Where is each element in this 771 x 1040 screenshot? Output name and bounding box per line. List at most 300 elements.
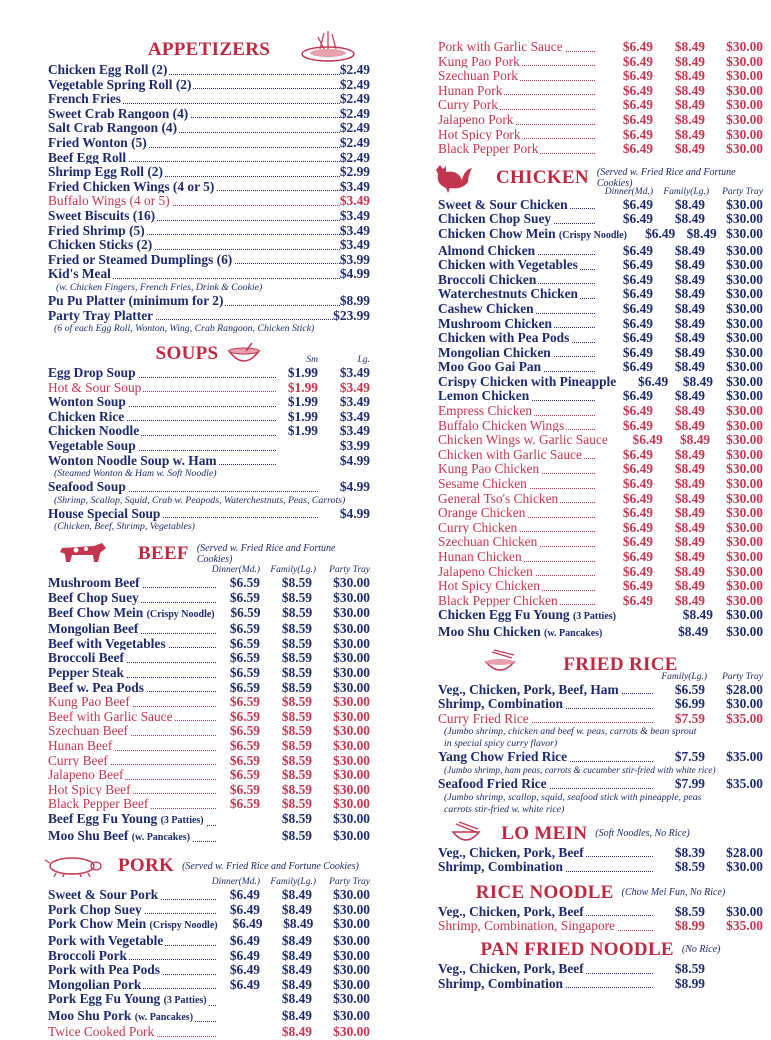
item-name: Vegetable Spring Roll (2) (48, 76, 192, 92)
item-price-party: $30.00 (333, 947, 370, 963)
item-name: House Special Soup (48, 505, 161, 521)
item-price-family: $8.49 (674, 53, 705, 69)
pork-header-dinner: Dinner(Md.) (211, 877, 260, 888)
item-price-small: $1.99 (287, 379, 318, 395)
menu-item (48, 366, 370, 381)
item-price: $3.49 (339, 178, 370, 194)
item-detail: (w. Pancakes) (131, 831, 191, 843)
item-name: Veg., Chicken, Pork, Beef (438, 844, 584, 860)
menu-item (48, 651, 370, 666)
item-name: Hot Spicy Chicken (438, 578, 540, 594)
chicken-header-dinner: Dinner(Md.) (604, 186, 653, 197)
item-price-party: $30.00 (333, 575, 370, 591)
menu-item (438, 433, 763, 448)
item-price-dinner: $6.49 (229, 947, 260, 963)
pan-fried-noodle-note: (No Rice) (681, 944, 721, 956)
house-soup-note: (Chicken, Beef, Shrimp, Vegetables) (54, 521, 195, 533)
item-price-family: $8.99 (674, 918, 705, 934)
item-name: Orange Chicken (438, 505, 526, 521)
item-price-party: $30.00 (333, 635, 370, 651)
party-tray-note: (6 of each Egg Roll, Wonton, Wing, Crab Rangoon, Chicken Stick) (54, 323, 315, 335)
menu-item (48, 424, 370, 439)
item-name: Szechuan Beef (48, 723, 128, 739)
item-name: Twice Cooked Pork (48, 1024, 155, 1040)
item-price-party: $30.00 (726, 271, 763, 287)
item-name: General Tso's Chicken (438, 490, 559, 506)
item-price-dinner: $6.59 (229, 650, 260, 666)
item-price-family: $8.39 (674, 844, 705, 860)
item-price-family: $8.49 (281, 887, 312, 903)
item-price-family: $8.99 (674, 975, 705, 991)
item-price-large: $3.49 (339, 423, 370, 439)
menu-item (48, 309, 370, 324)
item-name: Hot Spicy Pork (438, 126, 521, 142)
item-price-dinner: $6.59 (229, 679, 260, 695)
pork-list (48, 888, 370, 1040)
item-name: Curry Beef (48, 752, 108, 768)
item-name: Curry Fried Rice (438, 710, 529, 726)
beef-header-party: Party Tray (329, 565, 370, 576)
right-column (438, 0, 763, 991)
menu-item (48, 739, 370, 754)
item-price-small: $1.99 (287, 423, 318, 439)
item-price-party: $30.00 (333, 781, 370, 797)
item-name: Fried Chicken Wings (4 or 5) (48, 178, 215, 194)
menu-item (48, 136, 370, 151)
item-name: Broccoli Chicken (438, 271, 537, 287)
item-name: Buffalo Wings (4 or 5) (48, 193, 170, 209)
item-price: $3.49 (339, 193, 370, 209)
item-price: $4.99 (339, 505, 370, 521)
item-name: Shrimp, Combination (438, 859, 564, 875)
item-price-party: $30.00 (333, 1007, 370, 1023)
beef-header-family: Family(Lg.) (270, 565, 316, 576)
item-price-party: $30.00 (333, 962, 370, 978)
pork-header-party: Party Tray (329, 877, 370, 888)
item-price-family: $8.59 (281, 708, 312, 724)
item-price-party: $30.00 (726, 563, 763, 579)
item-name: Moo Shu Beef (w. Pancakes) (48, 827, 191, 843)
menu-item (48, 224, 370, 239)
beef-header-dinner: Dinner(Md.) (211, 565, 260, 576)
item-price-family: $8.49 (674, 446, 705, 462)
item-name: Kung Pao Chicken (438, 461, 540, 477)
item-name: Moo Shu Chicken (w. Pancakes) (438, 623, 603, 639)
item-price-dinner: $6.49 (622, 563, 653, 579)
item-price-family: $8.49 (674, 141, 705, 157)
item-price-dinner: $6.49 (622, 53, 653, 69)
pan-fried-noodle-list (438, 962, 763, 991)
item-name: Chicken Rice (48, 408, 125, 424)
menu-item (438, 608, 763, 625)
menu-item (48, 151, 370, 166)
item-name: Broccoli Beef (48, 650, 124, 666)
item-price-family: $7.59 (674, 749, 705, 765)
item-price-party: $30.00 (333, 694, 370, 710)
item-price-dinner: $6.59 (229, 635, 260, 651)
item-name: Sweet & Sour Chicken (438, 196, 568, 212)
item-price-large: $3.49 (339, 408, 370, 424)
item-detail: (w. Pancakes) (134, 1011, 194, 1023)
item-price-family: $8.49 (674, 417, 705, 433)
item-price-party: $30.00 (726, 461, 763, 477)
item-name: Fried or Steamed Dumplings (6) (48, 251, 233, 267)
chicken-header (438, 163, 763, 193)
item-name: Sweet Biscuits (16) (48, 207, 156, 223)
item-price-party: $28.00 (726, 681, 763, 697)
item-price-family: $8.49 (281, 1007, 312, 1023)
item-price-party: $30.00 (726, 592, 763, 608)
menu-item (438, 227, 763, 244)
item-price: $2.49 (339, 91, 370, 107)
item-price: $4.99 (339, 266, 370, 282)
chicken-header-family: Family(Lg.) (663, 186, 709, 197)
item-price-dinner: $6.49 (622, 97, 653, 113)
item-name: Beef with Vegetables (48, 635, 166, 651)
lo-mein-note: (Soft Noodles, No Rice) (595, 828, 690, 840)
menu-item (438, 55, 763, 70)
pan-fried-noodle-header (438, 938, 763, 962)
menu-item (438, 128, 763, 143)
item-price-family: $6.59 (674, 681, 705, 697)
menu-item (48, 992, 370, 1009)
item-name: Veg., Chicken, Pork, Beef (438, 960, 584, 976)
item-name: Black Pepper Beef (48, 796, 149, 812)
item-price-party: $30.00 (726, 505, 763, 521)
item-price-dinner: $6.49 (622, 257, 653, 273)
menu-item (48, 768, 370, 783)
item-price-family: $8.59 (281, 635, 312, 651)
lo-mein-title: LO MEIN (501, 822, 588, 844)
item-price-family: $8.49 (678, 623, 709, 639)
soups-list (48, 366, 370, 468)
item-name: Hot & Sour Soup (48, 379, 142, 395)
appetizers-header (48, 37, 370, 63)
item-name: Salt Crab Rangoon (4) (48, 120, 178, 136)
menu-item (48, 238, 370, 253)
item-price-family: $8.49 (682, 607, 713, 623)
item-price-family: $8.59 (281, 723, 312, 739)
item-price-family: $8.59 (281, 650, 312, 666)
item-price-family: $8.49 (674, 490, 705, 506)
item-name: Szechuan Chicken (438, 534, 538, 550)
item-price-small: $1.99 (287, 365, 318, 381)
item-price-party: $30.00 (726, 286, 763, 302)
item-price-family: $8.49 (674, 257, 705, 273)
item-price-large: $3.99 (339, 438, 370, 454)
item-name: Hunan Beef (48, 737, 113, 753)
item-price-dinner: $6.59 (229, 665, 260, 680)
pig-icon (42, 854, 104, 878)
menu-item (438, 919, 763, 934)
item-price-party: $30.00 (726, 257, 763, 273)
item-price-party: $30.00 (726, 225, 763, 241)
menu-item (48, 92, 370, 107)
menu-item (48, 1009, 370, 1026)
item-name: Curry Chicken (438, 519, 518, 535)
item-price-dinner: $6.49 (622, 330, 653, 346)
item-price-party: $30.00 (726, 534, 763, 550)
item-price: $3.49 (339, 207, 370, 223)
item-name: Chicken Chow Mein (Crispy Noodle) (438, 225, 627, 241)
item-detail: (Crispy Noodle) (149, 920, 218, 932)
item-name: Chicken Sticks (2) (48, 237, 153, 253)
item-price-family: $8.49 (674, 461, 705, 477)
item-price-small: $1.99 (287, 408, 318, 424)
item-price-family: $8.49 (674, 196, 705, 212)
item-price-party: $30.00 (333, 991, 370, 1007)
item-name: Black Pepper Chicken (438, 592, 558, 608)
item-price-party: $30.00 (726, 446, 763, 462)
curry-fried-rice-note-2: in special spicy curry flavor) (444, 738, 558, 750)
item-price-party: $30.00 (726, 859, 763, 875)
item-price-dinner: $6.59 (229, 737, 260, 753)
item-price-dinner: $6.49 (622, 141, 653, 157)
menu-item (438, 712, 763, 727)
item-name: Seafood Soup (48, 479, 126, 495)
menu-item (48, 194, 370, 209)
item-price-family: $8.49 (686, 225, 717, 241)
item-name: Fried Wonton (5) (48, 134, 147, 150)
item-name: Sesame Chicken (438, 476, 527, 492)
appetizer-platter-icon (298, 29, 358, 63)
item-price: $2.99 (339, 164, 370, 180)
item-price-dinner: $6.49 (622, 196, 653, 212)
item-price: $2.49 (339, 62, 370, 77)
item-price-family: $8.49 (674, 286, 705, 302)
item-price-small: $1.99 (287, 394, 318, 410)
item-price-dinner: $6.49 (632, 432, 663, 448)
item-name: Wonton Noodle Soup w. Ham (48, 452, 217, 468)
item-price-family: $8.49 (679, 432, 711, 448)
item-price: $2.49 (339, 120, 370, 136)
item-price-family: $8.49 (674, 300, 705, 316)
menu-item (48, 934, 370, 949)
item-name: Buffalo Chicken Wings (438, 417, 565, 433)
curry-fried-rice-note: (Jumbo shrimp, chicken and beef w. peas, carrots & bean sprout (444, 726, 697, 738)
item-price-party: $35.00 (726, 918, 763, 934)
menu-item (48, 1025, 370, 1040)
item-name: Egg Drop Soup (48, 365, 136, 381)
item-name: Moo Shu Pork (w. Pancakes) (48, 1007, 194, 1023)
menu-item (438, 113, 763, 128)
item-price-party: $30.00 (726, 359, 763, 375)
item-name: Moo Goo Gai Pan (438, 359, 542, 375)
item-price-family: $8.59 (281, 621, 312, 637)
appetizers-title: APPETIZERS (147, 39, 271, 60)
item-detail: (w. Pancakes) (544, 627, 603, 639)
item-price-party: $30.00 (726, 417, 763, 433)
item-price-party: $30.00 (333, 916, 370, 932)
item-price-family: $8.59 (674, 903, 705, 919)
item-price-party: $30.00 (726, 344, 763, 360)
menu-item (48, 797, 370, 812)
fried-rice-list (438, 683, 763, 727)
menu-item (438, 846, 763, 861)
item-name: Kung Pao Pork (438, 53, 520, 69)
menu-item (438, 404, 763, 419)
item-price-dinner: $6.59 (229, 708, 260, 724)
item-name: Szechuan Pork (438, 68, 518, 84)
item-name: Chicken Egg Fu Young (3 Patties) (438, 607, 616, 623)
item-price-party: $30.00 (333, 737, 370, 753)
item-price-party: $28.00 (726, 844, 763, 860)
item-price: $2.49 (339, 76, 370, 92)
item-price-family: $8.49 (281, 1024, 312, 1040)
item-price-family: $8.49 (674, 39, 705, 54)
item-price-party: $30.00 (726, 549, 763, 564)
item-price-party: $30.00 (333, 827, 370, 843)
item-price-dinner: $6.49 (622, 126, 653, 142)
item-name: Hunan Pork (438, 82, 503, 98)
item-price-dinner: $6.49 (622, 315, 653, 331)
menu-item (48, 267, 370, 282)
item-price-dinner: $6.59 (229, 590, 260, 606)
item-name: Vegetable Soup (48, 438, 136, 454)
item-name: Beef w. Pea Pods (48, 679, 144, 695)
item-price: $3.49 (339, 222, 370, 238)
menu-item (48, 917, 370, 934)
item-price-dinner: $6.49 (622, 271, 653, 287)
item-price-party: $30.00 (333, 665, 370, 680)
item-price-dinner: $6.49 (622, 300, 653, 316)
seafood-fried-rice-note-2: carrots stir-fried w. white rice) (444, 803, 565, 815)
item-price-party: $35.00 (726, 749, 763, 765)
item-price-dinner: $6.59 (229, 796, 260, 812)
item-price-dinner: $6.49 (622, 39, 653, 54)
menu-item (438, 477, 763, 492)
item-price-family: $8.59 (281, 665, 312, 680)
menu-item (438, 625, 763, 642)
item-name: Shrimp, Combination (438, 975, 564, 991)
menu-item (48, 591, 370, 606)
item-price-party: $30.00 (726, 97, 763, 113)
item-detail: (Crispy Noodle) (146, 608, 215, 620)
item-price-party: $30.00 (333, 810, 370, 826)
menu-item (48, 439, 370, 454)
item-name: Yang Chow Fried Rice (438, 749, 568, 765)
item-price-party: $30.00 (726, 39, 763, 54)
item-price-family: $8.49 (674, 592, 705, 608)
item-price-party: $30.00 (726, 607, 763, 623)
item-price-family: $8.49 (281, 976, 312, 992)
item-price: $8.99 (339, 292, 370, 308)
item-price-family: $8.59 (281, 810, 312, 826)
item-price-family: $8.49 (674, 549, 705, 564)
item-price-family: $8.49 (674, 68, 705, 84)
item-name: Chicken Egg Roll (2) (48, 62, 168, 77)
item-price-family: $8.59 (281, 781, 312, 797)
item-name: Chicken with Garlic Sauce (438, 446, 582, 462)
item-name: Pork with Vegetable (48, 932, 164, 948)
item-price-family: $8.49 (674, 534, 705, 550)
rice-noodle-title: RICE NOODLE (475, 881, 614, 903)
item-price-party: $30.00 (726, 300, 763, 316)
item-price-dinner: $6.49 (229, 932, 260, 948)
item-name: Veg., Chicken, Pork, Beef (438, 903, 584, 919)
item-price-party: $30.00 (726, 141, 763, 157)
item-price: $2.49 (339, 149, 370, 165)
item-name: Pu Pu Platter (minimum for 2) (48, 292, 224, 308)
menu-item (438, 750, 763, 765)
item-detail: (3 Patties) (163, 995, 207, 1007)
item-price-party: $30.00 (726, 315, 763, 331)
item-price-dinner: $6.49 (622, 417, 653, 433)
item-price-party: $30.00 (726, 211, 763, 227)
rice-noodle-note: (Chow Mei Fun, No Rice) (621, 887, 726, 899)
menu-item (48, 480, 370, 495)
item-price-party: $30.00 (333, 767, 370, 783)
item-price-dinner: $6.59 (229, 781, 260, 797)
lo-mein-list (438, 846, 763, 875)
chicken-list (438, 198, 763, 642)
item-price-family: $8.49 (281, 962, 312, 978)
pork-header-family: Family(Lg.) (270, 877, 316, 888)
menu-item (438, 962, 763, 977)
chicken-note: (Served w. Fried Rice and Fortune Cookies) (596, 166, 736, 189)
item-price-dinner: $6.49 (622, 476, 653, 492)
cow-icon (56, 540, 108, 568)
item-price-dinner: $6.49 (622, 549, 653, 564)
item-name: Veg., Chicken, Pork, Beef, Ham (438, 681, 619, 697)
item-price-dinner: $6.49 (622, 403, 653, 419)
menu-item (438, 244, 763, 259)
item-price: $2.49 (339, 134, 370, 150)
item-price-dinner: $6.49 (622, 490, 653, 506)
item-name: Mushroom Chicken (438, 315, 552, 331)
beef-title: BEEF (138, 543, 189, 565)
item-name: Chicken with Pea Pods (438, 330, 570, 346)
pork-continued-list (438, 40, 763, 157)
item-price-dinner: $6.49 (622, 461, 653, 477)
item-price-party: $30.00 (726, 490, 763, 506)
item-price-family: $8.49 (674, 403, 705, 419)
item-name: Chicken Chop Suey (438, 211, 552, 227)
menu-item (48, 666, 370, 681)
item-price-party: $30.00 (726, 330, 763, 346)
item-name: Beef with Garlic Sauce (48, 708, 173, 724)
item-price-party: $30.00 (726, 82, 763, 98)
menu-item (48, 963, 370, 978)
item-detail: (Crispy Noodle) (558, 229, 627, 241)
menu-item (438, 287, 763, 302)
item-price-family: $8.49 (674, 578, 705, 594)
item-price-dinner: $6.49 (622, 111, 653, 127)
menu-item (48, 576, 370, 591)
pan-fried-noodle-title: PAN FRIED NOODLE (480, 938, 674, 960)
soups-header-sm: Sm (306, 355, 318, 366)
item-price-party: $30.00 (726, 53, 763, 69)
item-price-dinner: $6.49 (622, 242, 653, 258)
item-detail: (3 Patties) (572, 611, 616, 623)
item-price-family: $8.59 (281, 679, 312, 695)
item-name: Black Pepper Pork (438, 141, 539, 157)
item-price-dinner: $6.49 (229, 887, 260, 903)
item-price-dinner: $6.49 (622, 82, 653, 98)
item-name: Mushroom Beef (48, 575, 140, 591)
pork-title: PORK (118, 855, 175, 877)
item-price-family: $7.99 (674, 775, 705, 791)
item-name: Jalapeno Chicken (438, 563, 533, 579)
item-price-party: $30.00 (333, 887, 370, 903)
item-name: Shrimp, Combination, Singapore (438, 918, 616, 934)
item-price-party: $30.00 (726, 111, 763, 127)
item-price-family: $8.49 (674, 97, 705, 113)
item-price-party: $30.00 (333, 590, 370, 606)
appetizers-list (48, 63, 370, 282)
item-price-party: $30.00 (333, 976, 370, 992)
item-name: Kid's Meal (48, 266, 111, 282)
